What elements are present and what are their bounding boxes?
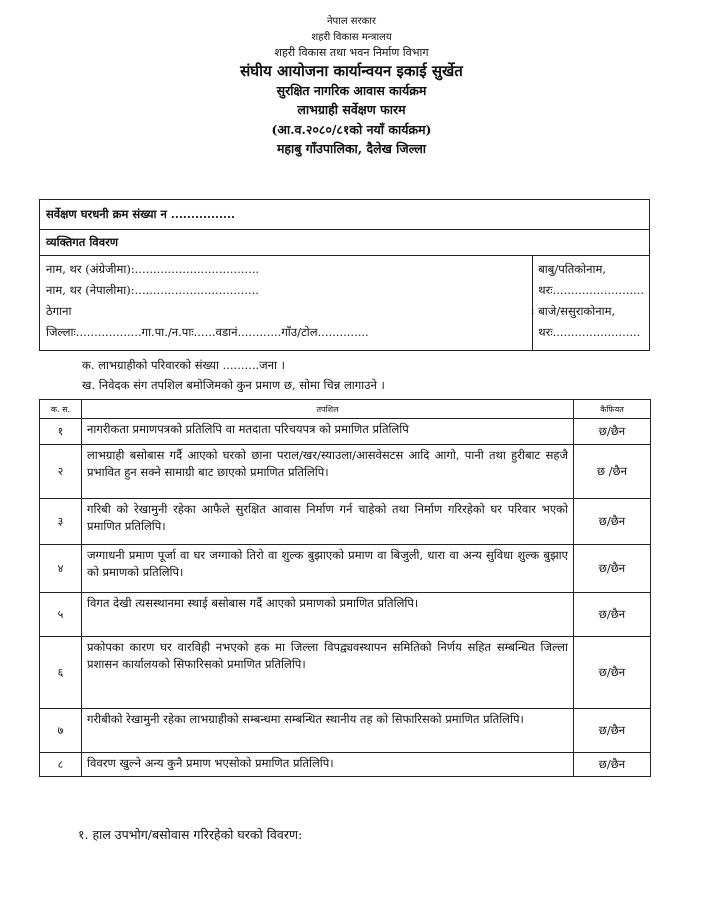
header-ministry: शहरी विकास मन्त्रालय bbox=[311, 31, 392, 43]
personal-details-heading: व्यक्तिगत विवरण bbox=[40, 230, 649, 256]
row-status[interactable]: छ/छैन bbox=[574, 499, 651, 545]
form-title: लाभग्राही सर्वेक्षण फारम bbox=[297, 102, 406, 118]
column-header-remarks: कैफियत bbox=[574, 400, 651, 419]
table-row bbox=[40, 637, 651, 709]
table-header-row bbox=[40, 400, 651, 419]
proof-table bbox=[39, 399, 651, 777]
row-number: ५ bbox=[40, 593, 82, 637]
family-count-note: क. लाभग्राहीको परिवारको संख्या ..........जना । bbox=[82, 358, 286, 372]
table-row bbox=[40, 419, 651, 445]
row-description: लाभग्राही बसोबास गर्दै आएको घरको छाना पराल/खर/स्याउला/आसवेसटस आदि आगो, पानी तथा हुरीबाट सहजै प्रभावित हुन सक्ने सामाग्री बाट छाएको प्रमाणित प्रतिलिपि। bbox=[82, 445, 574, 499]
table-row bbox=[40, 445, 651, 499]
row-description: विवरण खुल्ने अन्य कुनै प्रमाण भएसोको प्रमाणित प्रतिलिपि। bbox=[82, 753, 574, 777]
father-surname-field[interactable]: थरः......................... bbox=[538, 283, 644, 297]
column-header-serial: क. स. bbox=[40, 400, 82, 419]
table-row bbox=[40, 593, 651, 637]
row-status[interactable]: छ/छैन bbox=[574, 419, 651, 445]
survey-details-box bbox=[39, 199, 650, 351]
row-number: ८ bbox=[40, 753, 82, 777]
row-number: ७ bbox=[40, 709, 82, 753]
table-row bbox=[40, 499, 651, 545]
row-status[interactable]: छ/छैन bbox=[574, 545, 651, 593]
name-english-field[interactable]: नाम, थर (अंग्रेजीमा):.................................. bbox=[46, 262, 260, 276]
personal-details-left bbox=[40, 256, 491, 350]
header-unit: संघीय आयोजना कार्यान्वयन इकाई सुर्खेत bbox=[240, 61, 463, 80]
proof-instruction-note: ख. निवेदक संग तपशिल बमोजिमको कुन प्रमाण छ, सोमा चिन्न लागाउने । bbox=[82, 378, 385, 392]
father-name-label: बाबु/पतिकोनाम, bbox=[538, 262, 606, 276]
column-header-details: तपशिल bbox=[82, 400, 574, 419]
row-number: ६ bbox=[40, 637, 82, 709]
table-row bbox=[40, 753, 651, 777]
grandfather-surname-field[interactable]: थरः........................ bbox=[538, 325, 641, 339]
row-number: ३ bbox=[40, 499, 82, 545]
row-description: नागरीकता प्रमाणपत्रको प्रतिलिपि वा मतदाता परिचयपत्र को प्रमाणित प्रतिलिपि bbox=[82, 419, 574, 445]
row-number: २ bbox=[40, 445, 82, 499]
header-government: नेपाल सरकार bbox=[327, 16, 376, 27]
table-row bbox=[40, 709, 651, 753]
header-department: शहरी विकास तथा भवन निर्माण विभाग bbox=[274, 46, 429, 59]
municipality: महाबु गाँउपालिका, दैलेख जिल्ला bbox=[276, 141, 427, 157]
fiscal-year: (आ.व.२०८०/८१को नयाँ कार्यक्रम) bbox=[271, 121, 432, 137]
household-serial-field[interactable]: सर्वेक्षण घरधनी क्रम संख्या न ................ bbox=[40, 200, 649, 230]
table-row bbox=[40, 545, 651, 593]
row-status[interactable]: छ /छैन bbox=[574, 445, 651, 499]
document-header bbox=[0, 16, 703, 161]
row-number: ४ bbox=[40, 545, 82, 593]
header-program: सुरक्षित नागरिक आवास कार्यक्रम bbox=[276, 82, 427, 98]
address-label: ठेगाना bbox=[46, 304, 72, 318]
row-status[interactable]: छ/छैन bbox=[574, 637, 651, 709]
row-status[interactable]: छ/छैन bbox=[574, 753, 651, 777]
district-address-field[interactable]: जिल्लाः..................गा.पा./न.पाः......वडानं............गाँउ/टोल.............. bbox=[46, 325, 369, 339]
row-description: गरिबी को रेखामुनी रहेका आफैले सुरक्षित आवास निर्माण गर्न चाहेको तथा निर्माण गरिरहेको घर परिवार भएको प्रमाणित प्रतिलिपि। bbox=[82, 499, 574, 545]
row-description: जग्गाधनी प्रमाण पूर्जा वा घर जग्गाको तिरो वा शुल्क बुझाएको प्रमाण वा बिजुली, धारा वा अन्य सुविधा शुल्क बुझाए को प्रमाणको प्रतिलिपि। bbox=[82, 545, 574, 593]
row-status[interactable]: छ/छैन bbox=[574, 593, 651, 637]
colon-mark: : bbox=[531, 306, 535, 317]
row-status[interactable]: छ/छैन bbox=[574, 709, 651, 753]
personal-details-right bbox=[532, 256, 649, 350]
house-details-section-title: १. हाल उपभोग/बसोवास गरिरहेको घरको विवरण: bbox=[78, 827, 303, 842]
name-nepali-field[interactable]: नाम, थर (नेपालीमा):.................................. bbox=[46, 283, 259, 297]
row-description: विगत देखी त्यसस्थानमा स्थाई बसोबास गर्दै आएको प्रमाणको प्रमाणित प्रतिलिपि। bbox=[82, 593, 574, 637]
row-number: १ bbox=[40, 419, 82, 445]
grandfather-name-label: बाजे/ससुराकोनाम, bbox=[538, 304, 616, 318]
row-description: प्रकोपका कारण घर वारविही नभएको हक मा जिल्ला विपद्व्यवस्थापन समितिको निर्णय सहित सम्बन्धित जिल्ला प्रशासन कार्यालयको सिफारिसको प्रमाणित प्रतिलिपि। bbox=[82, 637, 574, 709]
row-description: गरीबीको रेखामुनी रहेका लाभग्राहीको सम्बन्धमा सम्बन्धित स्थानीय तह को सिफारिसको प्रमाणित प्रतिलिपि। bbox=[82, 709, 574, 753]
